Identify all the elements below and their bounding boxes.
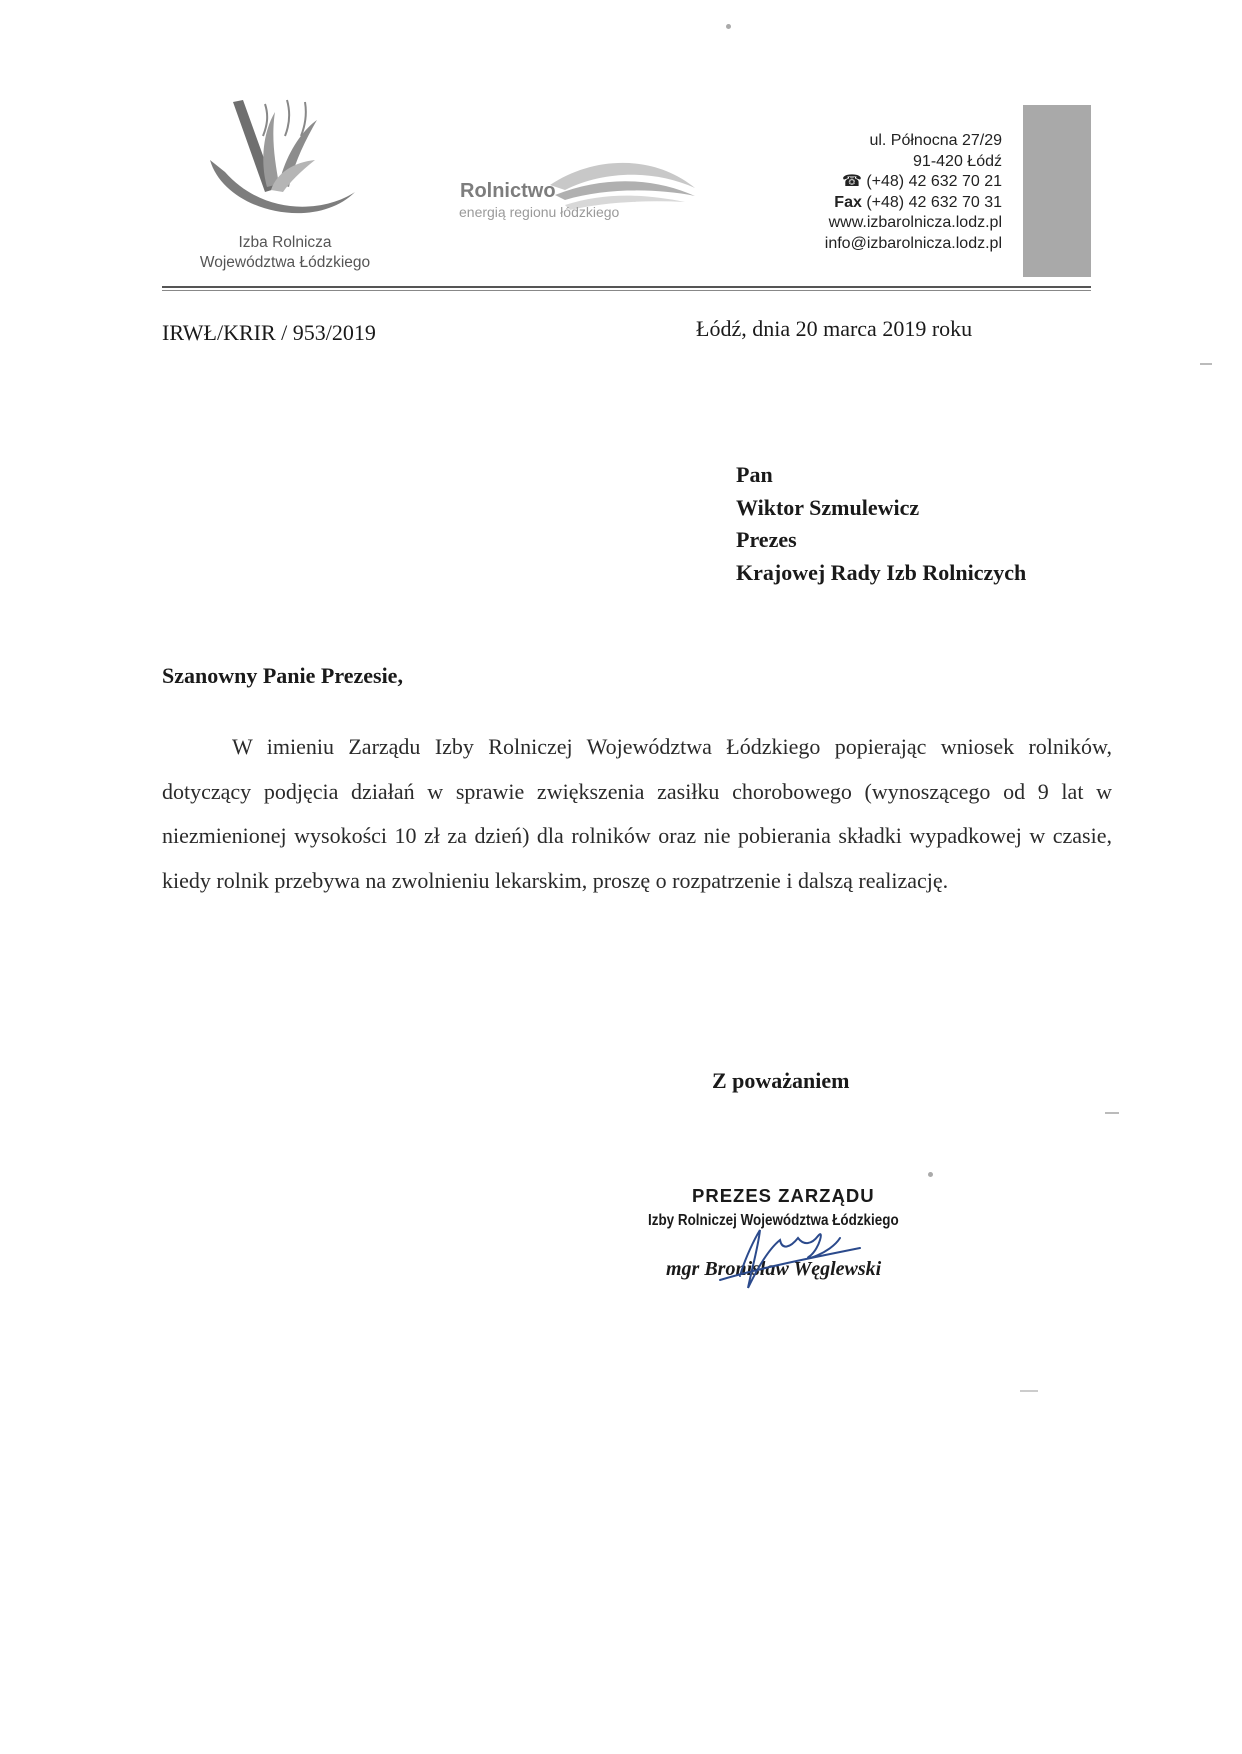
body-paragraph (162, 725, 1112, 903)
organization-name-line-1: Izba Rolnicza (238, 234, 332, 251)
organization-name-line-2: Województwa Łódzkiego (199, 254, 371, 271)
scan-speck (726, 24, 731, 29)
stamp-title: PREZES ZARZĄDU (692, 1185, 875, 1206)
letter-date: Łódź, dnia 20 marca 2019 roku (696, 316, 973, 341)
greeting: Szanowny Panie Prezesie, (162, 663, 403, 688)
telephone-icon: ☎ (841, 173, 862, 190)
recipient-salutation: Pan (736, 462, 773, 487)
reference-number: IRWŁ/KRIR / 953/2019 (162, 320, 376, 345)
scan-mark (1105, 1112, 1119, 1114)
contact-block (825, 131, 1002, 254)
rolnictwo-subtitle: energią regionu łódzkiego (459, 204, 620, 220)
contact-street: ul. Północna 27/29 (869, 132, 1002, 149)
handwritten-signature (700, 1218, 870, 1298)
recipient-organization: Krajowej Rady Izb Rolniczych (736, 559, 1027, 585)
contact-website: www.izbarolnicza.lodz.pl (828, 214, 1002, 231)
closing: Z poważaniem (712, 1068, 850, 1093)
recipient-title: Prezes (736, 527, 797, 552)
letter-body (162, 725, 1112, 903)
recipient-block (736, 459, 1026, 589)
contact-city: 91-420 Łódź (913, 152, 1002, 170)
chamber-emblem-logo (205, 92, 365, 252)
organization-name (150, 233, 420, 273)
header-divider (162, 286, 1091, 288)
contact-fax: (+48) 42 632 70 31 (866, 193, 1002, 211)
header-gray-bar (1023, 105, 1091, 277)
recipient-name: Wiktor Szmulewicz (736, 494, 920, 520)
stamp-organization: Izby Rolniczej Województwa Łódzkiego (648, 1212, 899, 1229)
stamp-signatory-name: mgr Bronisław Węglewski (666, 1258, 882, 1280)
header-divider-thin (162, 290, 1091, 291)
contact-fax-row (825, 193, 1002, 214)
contact-email: info@izbarolnicza.lodz.pl (824, 234, 1002, 252)
fax-label: Fax (834, 193, 862, 211)
contact-phone-row (825, 172, 1002, 193)
contact-phone: (+48) 42 632 70 21 (866, 173, 1002, 190)
rolnictwo-title: Rolnictwo (460, 180, 556, 202)
scan-mark (1020, 1390, 1038, 1392)
scan-mark (1200, 363, 1212, 365)
body-text: W imieniu Zarządu Izby Rolniczej Województwa Łódzkiego popierając wniosek rolników, dotyczący podjęcia działań w sprawie zwiększenia zasiłku chorobowego (wynoszącego od 9 lat w niezmienionej wysokości 10 zł za dzień) dla rolników oraz nie pobierania składki wypadkowej w czasie, kiedy rolnik przebywa na zwolnieniu lekarskim, proszę o rozpatrzenie i dalszą realizację. (162, 734, 1112, 893)
scan-speck (928, 1172, 933, 1177)
